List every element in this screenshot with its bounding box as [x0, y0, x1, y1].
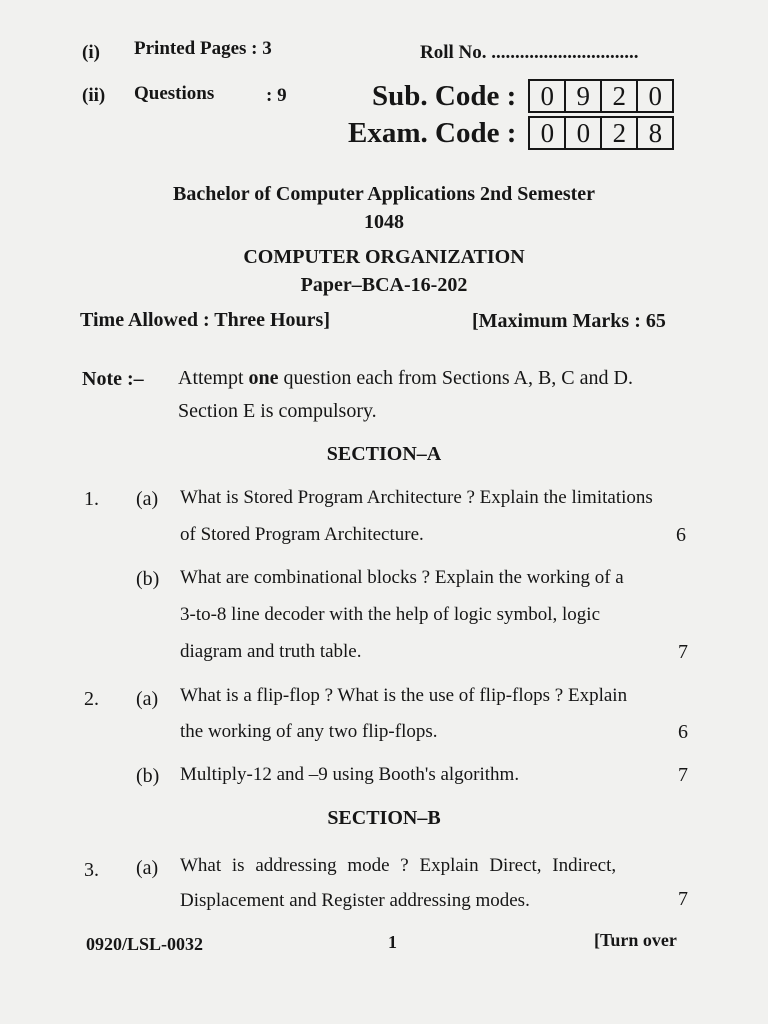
- marks-value: 7: [678, 641, 688, 663]
- questions-num: (ii): [82, 85, 106, 106]
- subpart-label: (b): [136, 568, 160, 590]
- questions-value: : 9: [266, 85, 287, 106]
- turn-over: [Turn over: [594, 930, 677, 950]
- sub-code-boxes: [528, 79, 674, 113]
- question-number: 2.: [84, 688, 99, 710]
- question-text: What is a flip-flop ? What is the use of flip-flops ? Explain: [180, 685, 628, 706]
- note-line-2: Section E is compulsory.: [178, 400, 377, 422]
- marks-value: 6: [678, 721, 688, 743]
- question-number: 3.: [84, 859, 99, 881]
- question-number: 1.: [84, 488, 99, 510]
- footer-code: 0920/LSL-0032: [86, 934, 204, 954]
- sub-code-digit: 0: [530, 81, 566, 111]
- section-a-heading: SECTION–A: [326, 443, 442, 465]
- subject-title: COMPUTER ORGANIZATION: [243, 246, 525, 268]
- exam-code-digit: 0: [566, 118, 602, 148]
- maximum-marks: [Maximum Marks : 65: [472, 310, 666, 332]
- subpart-label: (b): [136, 765, 160, 787]
- sub-code-digit: 0: [648, 80, 662, 111]
- question-text: Displacement and Register addressing modes.: [180, 890, 530, 911]
- program-title: Bachelor of Computer Applications 2nd Semester: [172, 183, 596, 205]
- sub-code-label: Sub. Code :: [372, 79, 517, 112]
- questions-label: Questions: [134, 83, 215, 104]
- paper-code: Paper–BCA-16-202: [300, 274, 468, 296]
- page-number: 1: [388, 932, 397, 952]
- exam-code-digit: 2: [602, 118, 638, 148]
- question-text: What are combinational blocks ? Explain the working of a: [180, 567, 624, 588]
- sub-code: [372, 79, 674, 113]
- roll-no: Roll No. ...............................: [420, 42, 639, 63]
- subpart-label: (a): [136, 488, 159, 510]
- section-b-heading: SECTION–B: [327, 807, 441, 829]
- printed-pages-label: Printed Pages : 3: [134, 38, 272, 59]
- note-line-1: [178, 367, 633, 390]
- marks-value: 7: [678, 888, 688, 910]
- question-text: What is addressing mode ? Explain Direct, Indirect,: [180, 855, 617, 876]
- question-text: the working of any two flip-flops.: [180, 721, 438, 742]
- time-allowed: Time Allowed : Three Hours]: [80, 309, 330, 331]
- question-text: 3-to-8 line decoder with the help of logic symbol, logic: [180, 604, 601, 625]
- subpart-label: (a): [136, 688, 159, 710]
- marks-value: 7: [678, 764, 688, 786]
- sub-code-digit: 2: [602, 81, 638, 111]
- paper-number: 1048: [364, 211, 404, 233]
- exam-code: [348, 116, 674, 150]
- question-text: Multiply-12 and –9 using Booth's algorithm.: [180, 764, 520, 785]
- marks-value: 6: [676, 524, 686, 546]
- subpart-label: (a): [136, 857, 159, 879]
- note-emphasis: one: [248, 367, 279, 389]
- sub-code-digit: 9: [566, 81, 602, 111]
- exam-code-digit: 0: [530, 118, 566, 148]
- exam-code-digit: 8: [648, 117, 663, 148]
- exam-code-label: Exam. Code :: [348, 116, 517, 149]
- note-label: Note :–: [82, 368, 144, 390]
- note-text: Attempt: [178, 367, 249, 389]
- note-text: question each from Sections A, B, C and D.: [278, 367, 633, 389]
- question-text: What is Stored Program Architecture ? Explain the limitations: [180, 487, 653, 508]
- exam-code-boxes: [528, 116, 674, 150]
- question-text: of Stored Program Architecture.: [180, 524, 424, 545]
- printed-pages-num: (i): [82, 42, 100, 63]
- question-text: diagram and truth table.: [180, 641, 362, 662]
